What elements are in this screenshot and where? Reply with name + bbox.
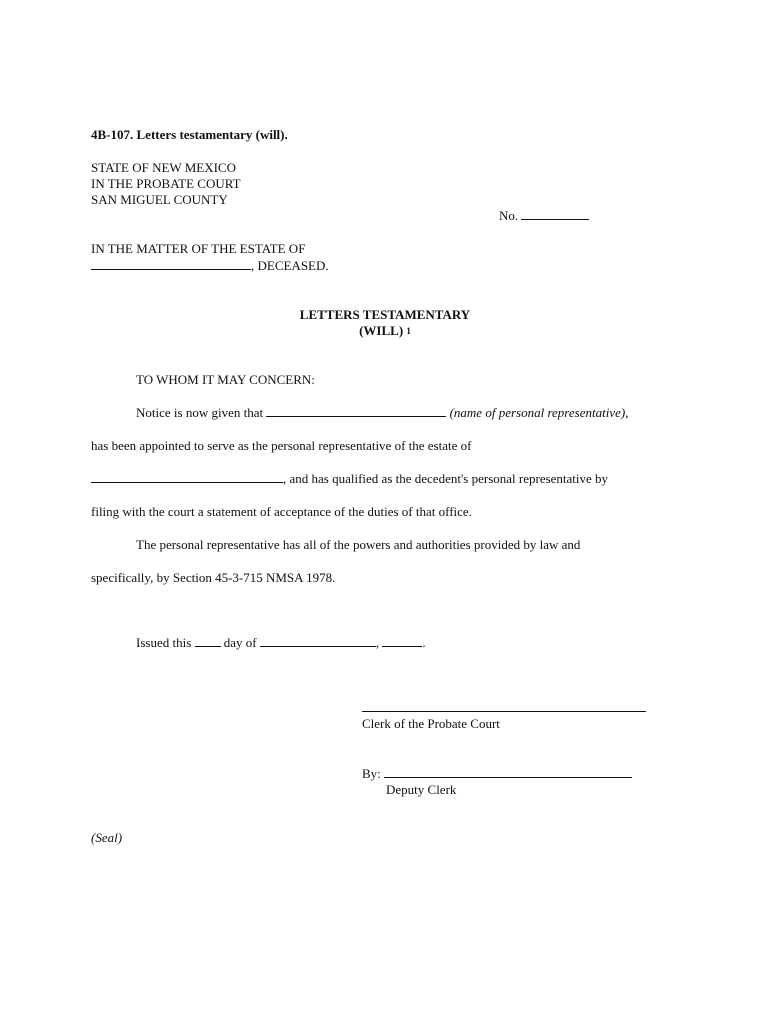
issued-line (136, 635, 426, 651)
matter-line-1: IN THE MATTER OF THE ESTATE OF (91, 241, 306, 256)
appointed-line: has been appointed to serve as the personal representative of the estate of (91, 438, 472, 453)
representative-name-blank[interactable] (266, 405, 446, 417)
decedent-name-blank[interactable] (91, 258, 251, 270)
document-subtitle (0, 323, 770, 339)
seal-label: (Seal) (91, 830, 123, 845)
clerk-title: Clerk of the Probate Court (362, 716, 500, 731)
qualified-line (91, 471, 608, 487)
matter-line-2 (91, 258, 329, 274)
day-of-label: day of (223, 635, 257, 650)
case-number-blank[interactable] (521, 208, 589, 220)
will-label: (WILL) (359, 323, 404, 338)
by-label: By: (362, 766, 381, 781)
estate-name-blank[interactable] (91, 471, 283, 483)
powers-line: The personal representative has all of the powers and authorities provided by law and (136, 537, 581, 552)
document-title: LETTERS TESTAMENTARY (299, 307, 471, 322)
representative-hint: (name of personal representative), (449, 405, 629, 420)
case-number (499, 208, 589, 224)
salutation: TO WHOM IT MAY CONCERN: (136, 372, 315, 387)
issued-day-blank[interactable] (195, 635, 221, 647)
deputy-title: Deputy Clerk (386, 782, 457, 797)
state-name: STATE OF NEW MEXICO (91, 160, 236, 175)
deputy-signature-blank[interactable] (384, 766, 632, 778)
issued-prefix: Issued this (136, 635, 192, 650)
section-line: specifically, by Section 45-3-715 NMSA 1978. (91, 570, 336, 585)
clerk-signature-line[interactable] (362, 711, 646, 712)
footnote-marker: 1 (406, 326, 411, 336)
issued-month-blank[interactable] (260, 635, 376, 647)
form-heading: 4B-107. Letters testamentary (will). (91, 127, 288, 142)
issued-period: . (422, 635, 426, 650)
deceased-label: , DECEASED. (251, 258, 329, 273)
qualified-text: , and has qualified as the decedent's personal representative by (283, 471, 609, 486)
case-number-label: No. (499, 208, 519, 223)
issued-comma: , (375, 635, 380, 650)
deputy-signature-row (362, 766, 632, 782)
filing-line: filing with the court a statement of acceptance of the duties of that office. (91, 504, 472, 519)
county-name: SAN MIGUEL COUNTY (91, 192, 228, 207)
notice-line (136, 405, 628, 421)
notice-prefix: Notice is now given that (136, 405, 264, 420)
issued-year-blank[interactable] (382, 635, 422, 647)
court-name: IN THE PROBATE COURT (91, 176, 241, 191)
